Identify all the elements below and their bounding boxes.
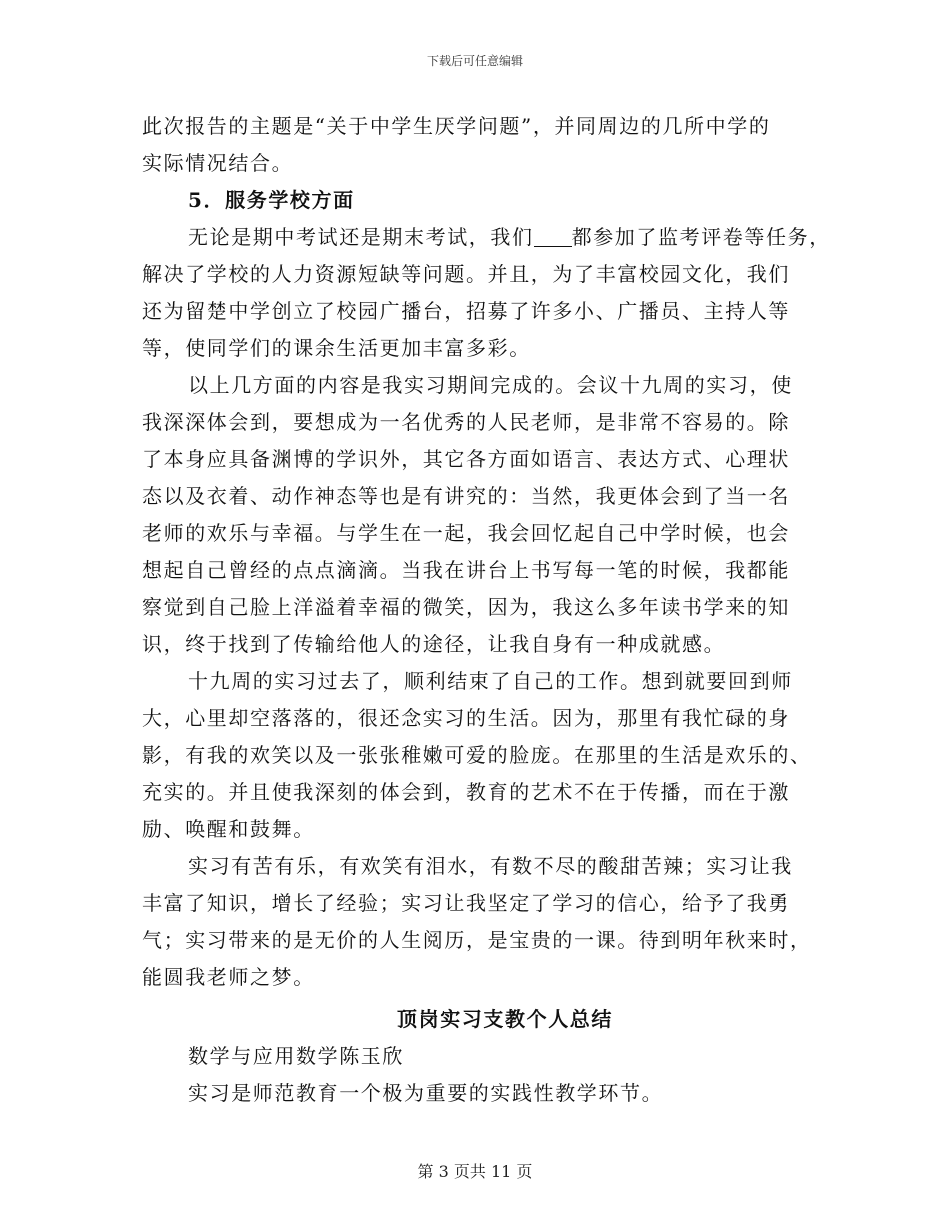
text-line: 能圆我老师之梦。 bbox=[142, 965, 315, 989]
blank-underline bbox=[534, 226, 572, 247]
text-fragment: 无论是期中考试还是期末考试，我们 bbox=[188, 225, 534, 249]
document-body bbox=[142, 108, 831, 1112]
document-title: 顶岗实习支教个人总结 bbox=[397, 1007, 613, 1031]
section-heading: 5．服务学校方面 bbox=[188, 188, 355, 212]
text-line: 态以及衣着、动作神态等也是有讲究的：当然，我更体会到了当一名 bbox=[142, 484, 790, 508]
text-line: 我深深体会到，要想成为一名优秀的人民老师，是非常不容易的。除 bbox=[142, 410, 790, 434]
text-line: 实习是师范教育一个极为重要的实践性教学环节。 bbox=[188, 1081, 664, 1105]
text-line: 以上几方面的内容是我实习期间完成的。会议十九周的实习，使 bbox=[188, 373, 793, 397]
text-line: 丰富了知识，增长了经验；实习让我坚定了学习的信心，给予了我勇 bbox=[142, 891, 790, 915]
page-footer: 第 3 页共 11 页 bbox=[417, 1162, 533, 1181]
text-line: 等，使同学们的课余生活更加丰富多彩。 bbox=[142, 336, 531, 360]
text-line: 充实的。并且使我深刻的体会到，教育的艺术不在于传播，而在于激 bbox=[142, 780, 790, 804]
text-line: 励、唤醒和鼓舞。 bbox=[142, 817, 315, 841]
text-line: 气；实习带来的是无价的人生阅历，是宝贵的一课。待到明年秋来时， bbox=[142, 928, 812, 952]
text-line: 还为留楚中学创立了校园广播台，招募了许多小、广播员、主持人等 bbox=[142, 299, 790, 323]
text-line: 实际情况结合。 bbox=[142, 151, 294, 175]
text-line: 了本身应具备渊博的学识外，其它各方面如语言、表达方式、心理状 bbox=[142, 447, 790, 471]
author-line: 数学与应用数学陈玉欣 bbox=[188, 1044, 404, 1068]
text-line bbox=[142, 219, 831, 256]
text-line: 影，有我的欢笑以及一张张稚嫩可爱的脸庞。在那里的生活是欢乐的、 bbox=[142, 743, 812, 767]
text-line: 识，终于找到了传输给他人的途径，让我自身有一种成就感。 bbox=[142, 632, 726, 656]
text-line: 察觉到自己脸上洋溢着幸福的微笑，因为，我这么多年读书学来的知 bbox=[142, 595, 790, 619]
text-line: 实习有苦有乐，有欢笑有泪水，有数不尽的酸甜苦辣；实习让我 bbox=[188, 854, 793, 878]
text-line: 想起自己曾经的点点滴滴。当我在讲台上书写每一笔的时候，我都能 bbox=[142, 558, 790, 582]
text-line: 此次报告的主题是“关于中学生厌学问题”，并同周边的几所中学的 bbox=[142, 114, 771, 138]
text-fragment: 都参加了监考评卷等任务， bbox=[571, 225, 831, 249]
text-line: 十九周的实习过去了，顺利结束了自己的工作。想到就要回到师 bbox=[188, 669, 793, 693]
text-line: 大，心里却空落落的，很还念实习的生活。因为，那里有我忙碌的身 bbox=[142, 706, 790, 730]
text-line: 老师的欢乐与幸福。与学生在一起，我会回忆起自己中学时候，也会 bbox=[142, 521, 790, 545]
page-header: 下载后可任意编辑 bbox=[426, 54, 523, 68]
text-line: 解决了学校的人力资源短缺等问题。并且，为了丰富校园文化，我们 bbox=[142, 262, 790, 286]
